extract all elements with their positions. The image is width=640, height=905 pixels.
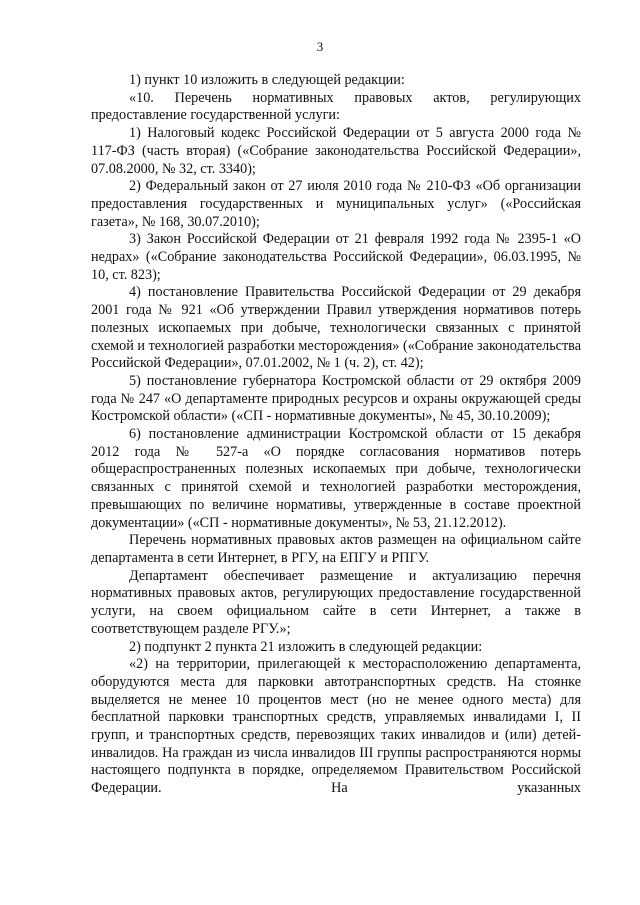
paragraph-act-3: 3) Закон Российской Федерации от 21 февраля 1992 года № 2395-1 «О недрах» («Собрание законодательства Российской Федерации», 06.03.1995, № 10, ст. 823);	[91, 231, 581, 283]
paragraph-parking: «2) на территории, прилегающей к месторасположению департамента, оборудуются места для парковки автотранспортных средств. На стоянке выделяется не менее 10 процентов мест (но не менее одного места) для бесплатной парковки транспортных средств, управляемых инвалидами I, II групп, и транспортных средств, перевозящих таких инвалидов и (или) детей-инвалидов. На граждан из числа инвалидов III группы распространяются нормы настоящего подпункта в порядке, определяемом Правительством Российской Федерации. На указанных	[91, 656, 581, 797]
page-number: 3	[316, 39, 324, 54]
paragraph-item-10-heading: «10. Перечень нормативных правовых актов, регулирующих предоставление государственной услуги:	[91, 89, 581, 124]
paragraph-list-published: Перечень нормативных правовых актов размещен на официальном сайте департамента в сети Интернет, в РГУ, на ЕПГУ и РПГУ.	[91, 532, 581, 566]
paragraph-act-2: 2) Федеральный закон от 27 июля 2010 года № 210-ФЗ «Об организации предоставления государственных и муниципальных услуг» («Российская газета», № 168, 30.07.2010);	[91, 178, 581, 230]
paragraph-amendment-1: 1) пункт 10 изложить в следующей редакции:	[129, 72, 405, 88]
paragraph-act-1: 1) Налоговый кодекс Российской Федерации от 5 августа 2000 года № 117-ФЗ (часть вторая) («Собрание законодательства Российской Федерации», 07.08.2000, № 32, ст. 3340);	[91, 125, 581, 177]
paragraph-act-6: 6) постановление администрации Костромской области от 15 декабря 2012 года № 527-а «О порядке согласования нормативов потерь общераспространенных полезных ископаемых при добыче, технологически связанных с принятой схемой и технологией разработки месторождения, превышающих по величине нормативы, утвержденные в составе проектной документации» («СП - нормативные документы», № 53, 21.12.2012).	[91, 426, 581, 531]
paragraph-act-4: 4) постановление Правительства Российской Федерации от 29 декабря 2001 года № 921 «Об утверждении Правил утверждения нормативов потерь полезных ископаемых при добыче, технологически связанных с принятой схемой и технологией разработки месторождения» («Собрание законодательства Российской Федерации», 07.01.2002, № 1 (ч. 2), ст. 42);	[91, 284, 581, 372]
paragraph-department-updates: Департамент обеспечивает размещение и актуализацию перечня нормативных правовых актов, регулирующих предоставление государственной услуги, на своем официальном сайте в сети Интернет, а также в соответствующем разделе РГУ.»;	[91, 567, 581, 637]
paragraph-act-5: 5) постановление губернатора Костромской области от 29 октября 2009 года № 247 «О департаменте природных ресурсов и охраны окружающей среды Костромской области» («СП - нормативные документы», № 45, 30.10.2009);	[91, 372, 581, 425]
document-body	[91, 72, 581, 798]
paragraph-amendment-2: 2) подпункт 2 пункта 21 изложить в следующей редакции:	[129, 638, 483, 655]
